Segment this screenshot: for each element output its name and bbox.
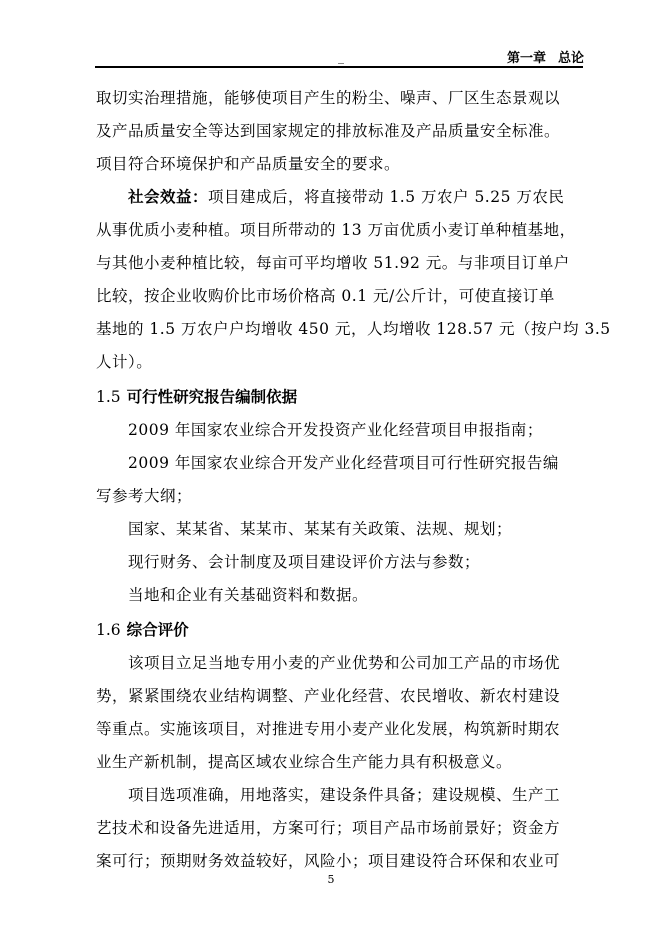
section-number: 1.6 bbox=[96, 621, 121, 639]
section-heading-1-5 bbox=[96, 381, 596, 414]
page-number: 5 bbox=[327, 873, 335, 886]
text-line: 基地的 1.5 万农户户均增收 450 元，人均增收 128.57 元（按户均 3.5 bbox=[96, 320, 611, 338]
text-line: 势，紧紧围绕农业结构调整、产业化经营、农民增收、新农村建设 bbox=[96, 687, 561, 705]
list-item: 现行财务、会计制度及项目建设评价方法与参数； bbox=[128, 553, 481, 571]
section-title: 可行性研究报告编制依据 bbox=[126, 388, 298, 406]
header-mark: _ bbox=[338, 50, 344, 64]
list-item-continuation: 写参考大纲； bbox=[96, 487, 193, 505]
list-item: 当地和企业有关基础资料和数据。 bbox=[128, 586, 369, 604]
intro-paragraph bbox=[96, 82, 596, 181]
section-title: 综合评价 bbox=[126, 621, 189, 639]
list-item: 2009 年国家农业综合开发产业化经营项目可行性研究报告编 bbox=[128, 454, 559, 472]
section-number: 1.5 bbox=[96, 388, 121, 406]
text-line: 及产品质量安全等达到国家规定的排放标准及产品质量安全标准。 bbox=[96, 122, 561, 140]
page-header bbox=[0, 46, 662, 66]
text-line: 案可行；预期财务效益较好，风险小；项目建设符合环保和农业可 bbox=[96, 852, 561, 870]
social-benefit-paragraph bbox=[96, 181, 611, 379]
basis-list bbox=[96, 414, 596, 612]
text-line: 取切实治理措施，能够使项目产生的粉尘、噪声、厂区生态景观以 bbox=[96, 89, 561, 107]
social-benefit-text: 项目建成后，将直接带动 1.5 万农户 5.25 万农民 bbox=[208, 188, 565, 206]
text-line: 项目符合环境保护和产品质量安全的要求。 bbox=[96, 155, 401, 173]
text-line: 项目选项准确，用地落实，建设条件具备；建设规模、生产工 bbox=[128, 786, 561, 804]
text-line: 等重点。实施该项目，对推进专用小麦产业化发展，构筑新时期农 bbox=[96, 720, 561, 738]
social-benefit-label: 社会效益： bbox=[128, 188, 209, 206]
evaluation-paragraph-1 bbox=[96, 647, 596, 779]
text-line: 艺技术和设备先进适用，方案可行；项目产品市场前景好；资金方 bbox=[96, 819, 561, 837]
header-rule bbox=[95, 66, 583, 68]
section-heading-1-6 bbox=[96, 614, 596, 647]
text-line bbox=[96, 181, 596, 214]
document-body bbox=[96, 82, 611, 878]
text-line: 比较，按企业收购价比市场价格高 0.1 元/公斤计，可使直接订单 bbox=[96, 287, 555, 305]
chapter-title bbox=[495, 47, 584, 66]
text-line: 与其他小麦种植比较，每亩可平均增收 51.92 元。与非项目订单户 bbox=[96, 254, 570, 272]
text-line: 该项目立足当地专用小麦的产业优势和公司加工产品的市场优 bbox=[128, 654, 561, 672]
text-line: 业生产新机制，提高区域农业综合生产能力具有积极意义。 bbox=[96, 753, 513, 771]
chapter-number: 第一章 bbox=[506, 51, 546, 66]
evaluation-paragraph-2 bbox=[96, 779, 596, 878]
list-item: 2009 年国家农业综合开发投资产业化经营项目申报指南； bbox=[128, 421, 543, 439]
chapter-name: 总论 bbox=[557, 51, 584, 66]
text-line: 从事优质小麦种植。项目所带动的 13 万亩优质小麦订单种植基地， bbox=[96, 221, 576, 239]
list-item: 国家、某某省、某某市、某某有关政策、法规、规划； bbox=[128, 520, 513, 538]
text-line: 人计）。 bbox=[96, 353, 153, 371]
